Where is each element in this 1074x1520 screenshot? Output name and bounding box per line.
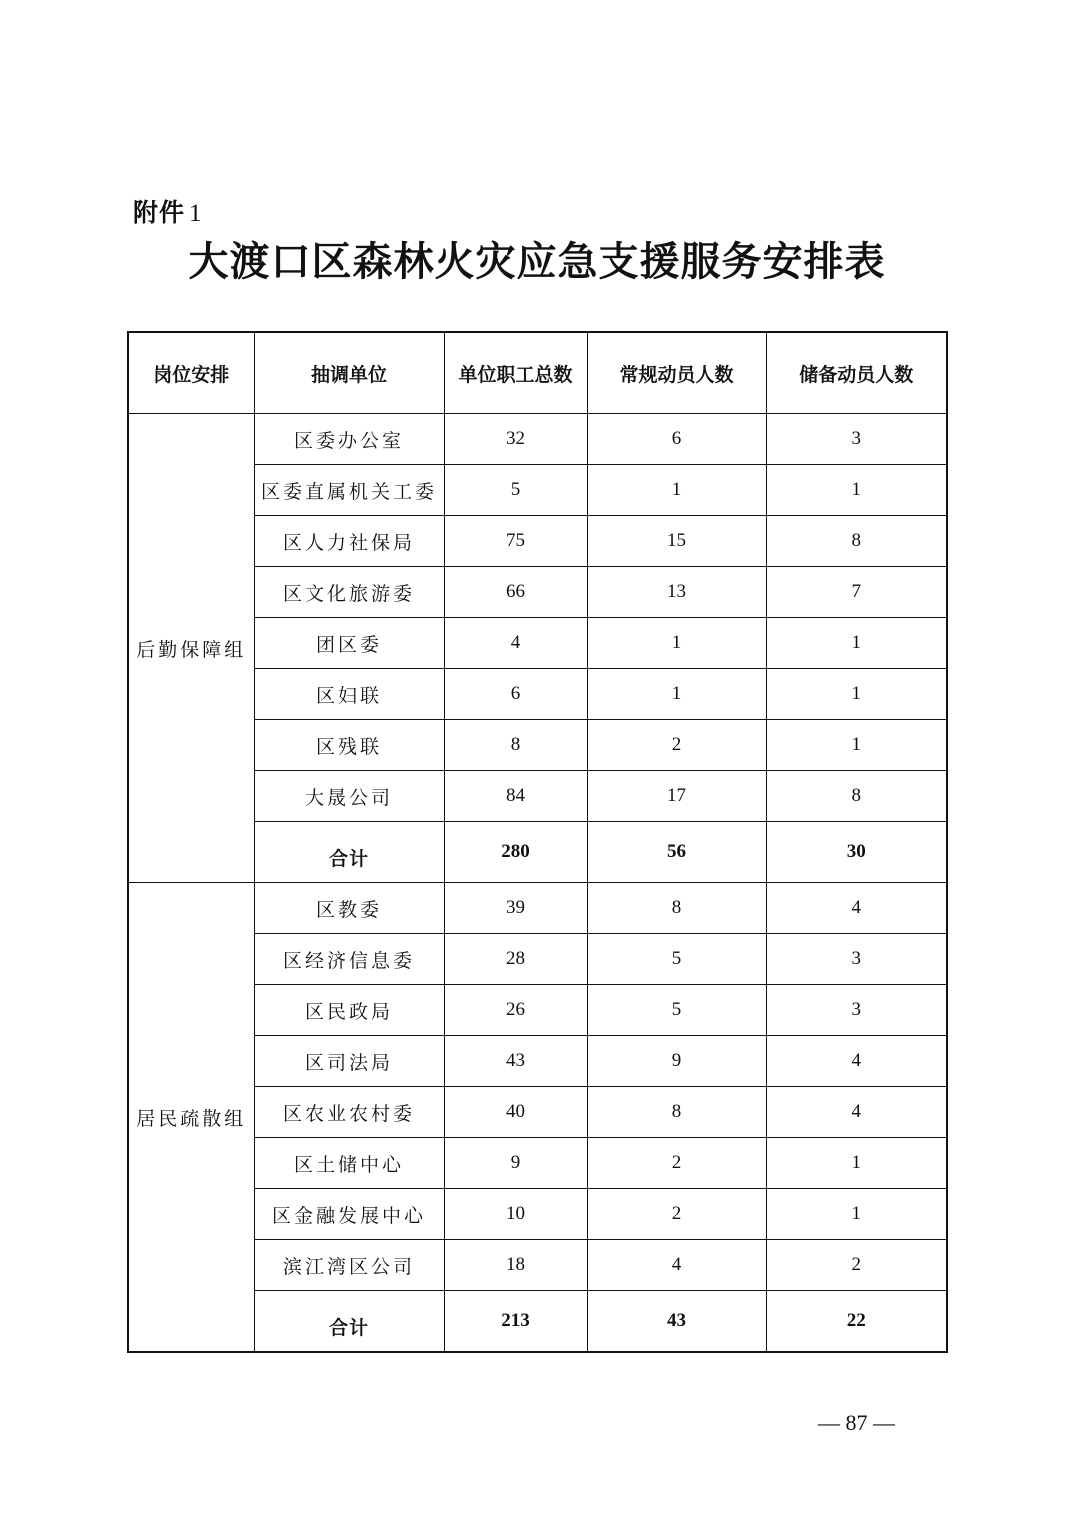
subtotal-label: 合计 — [254, 1291, 444, 1353]
unit-name: 区委办公室 — [254, 414, 444, 465]
document-title: 大渡口区森林火灾应急支援服务安排表 — [188, 238, 886, 285]
staff-total: 4 — [444, 618, 587, 669]
regular-count: 2 — [587, 1138, 766, 1189]
page-number: — 87 — — [818, 1410, 895, 1435]
unit-name: 大晟公司 — [254, 771, 444, 822]
header-unit: 抽调单位 — [254, 332, 444, 414]
reserve-count: 1 — [766, 465, 947, 516]
reserve-count: 4 — [766, 883, 947, 934]
unit-name: 区土储中心 — [254, 1138, 444, 1189]
regular-count: 1 — [587, 618, 766, 669]
reserve-count: 1 — [766, 720, 947, 771]
reserve-count: 8 — [766, 516, 947, 567]
reserve-count: 22 — [766, 1291, 947, 1353]
regular-count: 8 — [587, 883, 766, 934]
unit-name: 团区委 — [254, 618, 444, 669]
group-name: 居民疏散组 — [128, 883, 254, 1353]
staff-total: 32 — [444, 414, 587, 465]
unit-name: 区人力社保局 — [254, 516, 444, 567]
header-position: 岗位安排 — [128, 332, 254, 414]
header-regular-mobilization: 常规动员人数 — [587, 332, 766, 414]
table-header-row — [128, 332, 947, 414]
regular-count: 6 — [587, 414, 766, 465]
staff-total: 26 — [444, 985, 587, 1036]
staff-total: 10 — [444, 1189, 587, 1240]
reserve-count: 3 — [766, 985, 947, 1036]
reserve-count: 2 — [766, 1240, 947, 1291]
staff-total: 18 — [444, 1240, 587, 1291]
unit-name: 区妇联 — [254, 669, 444, 720]
reserve-count: 1 — [766, 1138, 947, 1189]
regular-count: 8 — [587, 1087, 766, 1138]
staff-total: 43 — [444, 1036, 587, 1087]
regular-count: 43 — [587, 1291, 766, 1353]
staff-total: 9 — [444, 1138, 587, 1189]
reserve-count: 4 — [766, 1087, 947, 1138]
unit-name: 区司法局 — [254, 1036, 444, 1087]
staff-total: 84 — [444, 771, 587, 822]
attachment-label — [133, 193, 203, 229]
staff-total: 40 — [444, 1087, 587, 1138]
unit-name: 区教委 — [254, 883, 444, 934]
unit-name: 区金融发展中心 — [254, 1189, 444, 1240]
regular-count: 17 — [587, 771, 766, 822]
unit-name: 区农业农村委 — [254, 1087, 444, 1138]
reserve-count: 3 — [766, 934, 947, 985]
group-name: 后勤保障组 — [128, 414, 254, 883]
reserve-count: 1 — [766, 669, 947, 720]
regular-count: 1 — [587, 465, 766, 516]
unit-name: 区民政局 — [254, 985, 444, 1036]
unit-name: 区委直属机关工委 — [254, 465, 444, 516]
unit-name: 滨江湾区公司 — [254, 1240, 444, 1291]
staff-total: 28 — [444, 934, 587, 985]
reserve-count: 30 — [766, 822, 947, 883]
unit-name: 区文化旅游委 — [254, 567, 444, 618]
table-row — [128, 414, 947, 465]
regular-count: 15 — [587, 516, 766, 567]
reserve-count: 4 — [766, 1036, 947, 1087]
regular-count: 4 — [587, 1240, 766, 1291]
reserve-count: 1 — [766, 618, 947, 669]
staff-total: 39 — [444, 883, 587, 934]
header-reserve-mobilization: 储备动员人数 — [766, 332, 947, 414]
regular-count: 1 — [587, 669, 766, 720]
staff-total: 280 — [444, 822, 587, 883]
regular-count: 2 — [587, 1189, 766, 1240]
reserve-count: 8 — [766, 771, 947, 822]
regular-count: 5 — [587, 934, 766, 985]
table-row — [128, 883, 947, 934]
staff-total: 213 — [444, 1291, 587, 1353]
regular-count: 5 — [587, 985, 766, 1036]
attachment-number: 1 — [189, 200, 203, 227]
subtotal-label: 合计 — [254, 822, 444, 883]
regular-count: 9 — [587, 1036, 766, 1087]
attachment-text: 附件 — [133, 198, 186, 227]
regular-count: 13 — [587, 567, 766, 618]
arrangement-table — [127, 331, 948, 1353]
reserve-count: 1 — [766, 1189, 947, 1240]
unit-name: 区经济信息委 — [254, 934, 444, 985]
unit-name: 区残联 — [254, 720, 444, 771]
reserve-count: 3 — [766, 414, 947, 465]
regular-count: 2 — [587, 720, 766, 771]
regular-count: 56 — [587, 822, 766, 883]
staff-total: 6 — [444, 669, 587, 720]
staff-total: 5 — [444, 465, 587, 516]
header-staff-total: 单位职工总数 — [444, 332, 587, 414]
reserve-count: 7 — [766, 567, 947, 618]
staff-total: 66 — [444, 567, 587, 618]
staff-total: 75 — [444, 516, 587, 567]
staff-total: 8 — [444, 720, 587, 771]
